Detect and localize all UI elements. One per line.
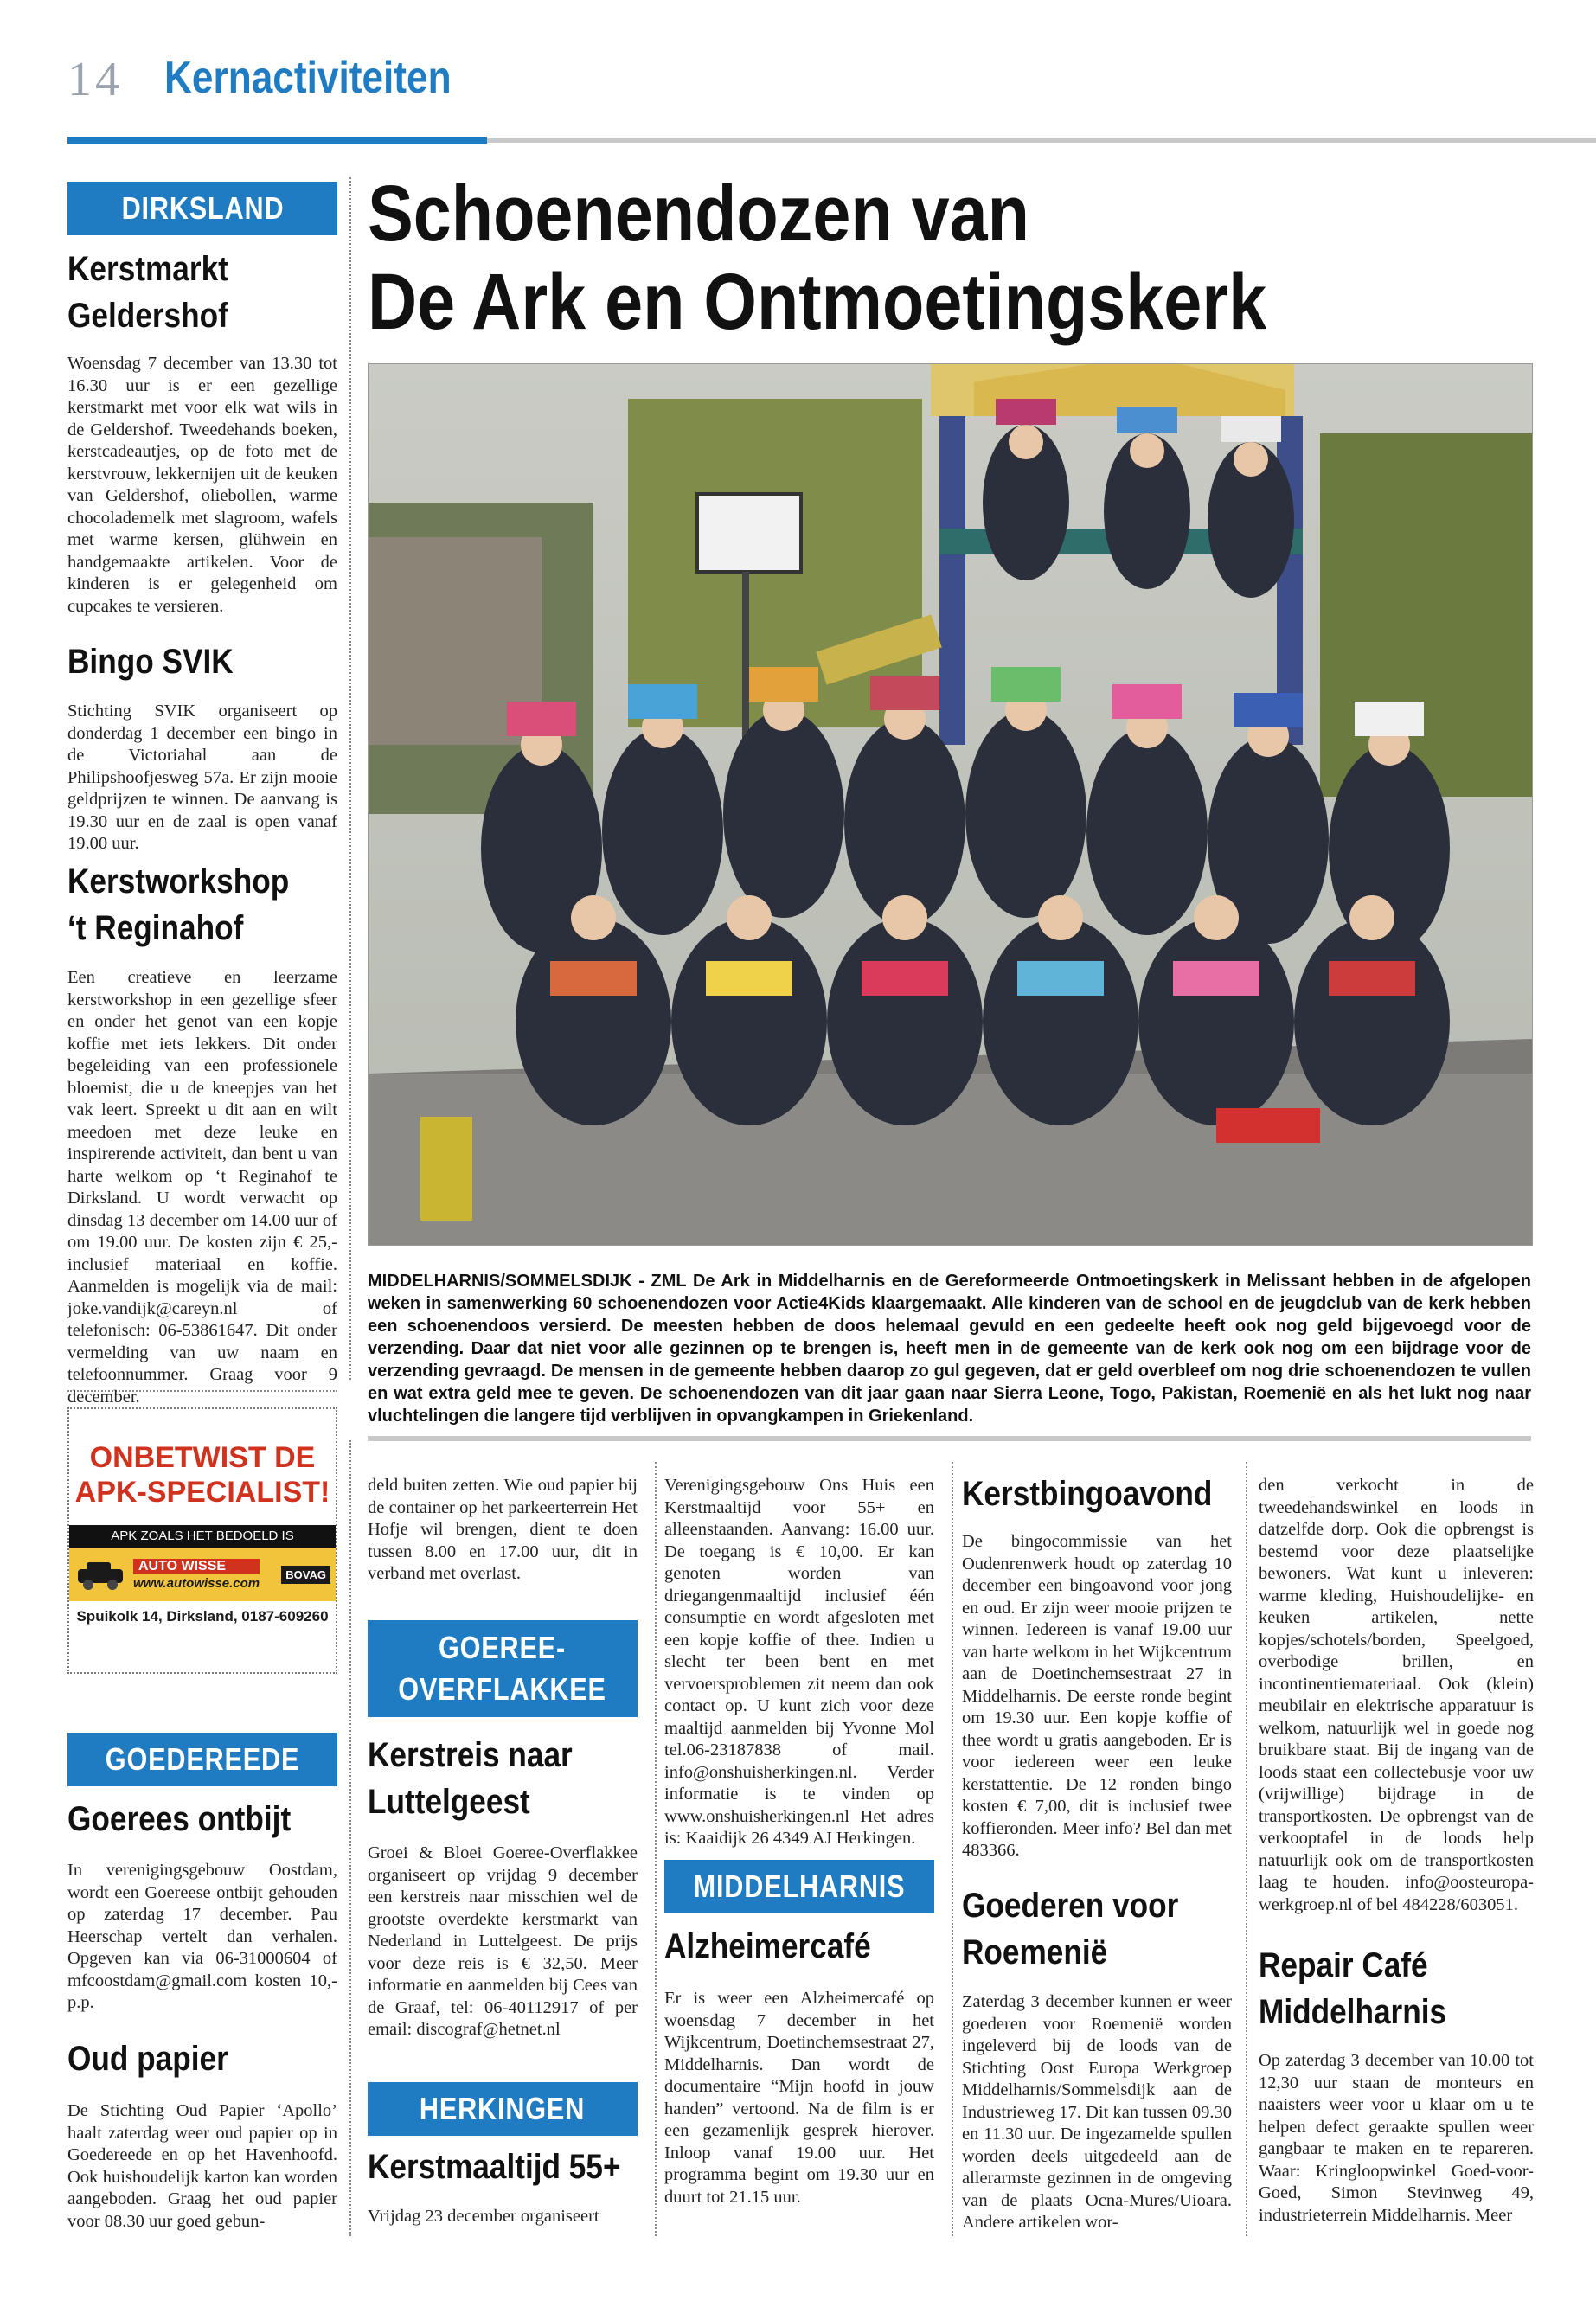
article-title: Bingo SVIK — [67, 643, 234, 681]
article-body: Verenigingsgebouw Ons Huis een Kerstmaaltijd voor 55+ en alleenstaanden. Aanvang: 16.00 uur. De toegang is € 10,00. Er kan genoten worden van driegangenmaaltijd inclusief één consumptie en wordt afgesloten met een kopje koffie of thee. Indien u slecht ter been bent en met vervoersproblemen zit neem dan ook contact op. U kunt zich voor deze maaltijd aanmelden bij Yvonne Mol tel.06-23187838 of mail. info@onshuisherkingen.nl. Verder informatie is te vinden op www.onshuisherkingen.nl Het adres is: Kaaidijk 26 4349 AJ Herkingen. — [664, 1476, 934, 1848]
article-body: Een creatieve en leerzame kerstworkshop in een gezellige sfeer en onder het genot van een kopje koffie met iets lekkers. Dit onder begeleiding van een professionele bloemist, die u de kneepjes van het vak leert. Spreekt u dit aan en wilt meedoen met deze leuke en inspirerende activiteit, dan bent u van harte welkom op ‘t Reginahof te Dirksland. U wordt verwacht op dinsdag 13 december om 14.00 uur of om 19.00 uur. De kosten zijn € 25,- inclusief materiaal en koffie. Aanmelden is mogelijk via de mail: joke.vandijk@careyn.nl of telefonisch: 06-53861647. Dit onder vermelding van uw naam en telefoonnummer. Graag voor 9 december. — [67, 968, 337, 1407]
article-title: Goederen voor Roemenië — [962, 1887, 1179, 1971]
article-body: In verenigingsgebouw Oostdam, wordt een Goereese ontbijt gehouden op zaterdag 17 december. Pau Heerschap vertelt dan verhalen. Opgeven kan via 06-31000604 of mfcoostdam@gmail.com kosten 10,- p.p. — [67, 1861, 337, 2012]
column-divider — [952, 1462, 953, 2236]
article-title: Kerstmarkt Geldershof — [67, 250, 228, 335]
article-title: Kerstmaaltijd 55+ — [368, 2148, 621, 2186]
article-body: Zaterdag 3 december kunnen er weer goederen voor Roemenië worden ingeleverd bij de loods van de Stichting Oost Europa Werkgroep Middelharnis/Sommelsdijk aan de Industrieweg 17. Dit kan tussen 09.30 en 11.30 uur. De ingezamelde spullen worden deels uitgedeeld aan de allerarmste gezinnen in de omgeving van de plaats Ocna-Mures/Uioara. Andere artikelen wor- — [962, 1992, 1232, 2232]
article-body: deld buiten zetten. Wie oud papier bij de container op het parkeerterrein Het Hofje wil brengen, dient te doen tussen 8.00 en 17.00 uur, dit in verband met overlast. — [368, 1476, 638, 1583]
lower-rule — [368, 1436, 1531, 1441]
article-title: Oud papier — [67, 2040, 228, 2078]
article-title: Kerstworkshop ‘t Reginahof — [67, 862, 290, 947]
article-title: Goerees ontbijt — [67, 1800, 292, 1838]
group-photo — [368, 363, 1533, 1246]
badge-middelharnis: MIDDELHARNIS — [664, 1860, 934, 1913]
ad-brand: AUTO WISSE — [133, 1559, 260, 1574]
ad-website[interactable]: www.autowisse.com — [133, 1575, 260, 1591]
article-body: Op zaterdag 3 december van 10.00 tot 12,30 uur staan de monteurs en naaisters weer voor u klaar om u te helpen defect geraakte spullen weer gangbaar te maken en te repareren. Waar: Kringloopwinkel Goed-voor-Goed, Simon Stevinweg 49, industrieterrein Middelharnis. Meer — [1259, 2051, 1534, 2225]
article-title: Kerstbingoavond — [962, 1475, 1213, 1513]
badge-herkingen: HERKINGEN — [368, 2082, 638, 2136]
column-divider — [1246, 1462, 1247, 2236]
ad-tagline: APK ZOALS HET BEDOELD IS — [69, 1525, 336, 1548]
photo-caption: MIDDELHARNIS/SOMMELSDIJK - ZML De Ark in Middelharnis en de Gereformeerde Ontmoetingskerk in Melissant hebben in de afgelopen weken in samenwerking 60 schoenendozen voor Actie4Kids klaargemaakt. Alle kinderen van de school en de jeugdclub van de kerk hebben een schoenendoos versierd. De meesten hebben de doos helemaal gevuld en een gedeelte heeft ook nog geld bijgevoegd voor de verzending. Daar dat niet voor alle gezinnen op te brengen is, heeft men in de gemeente van de kerk ook nog om een bijdrage voor de verzending gevraagd. De mensen in de gemeente hebben daarop zo gul gegeven, dat er geld overbleef om nog drie schoenendozen te vullen en wat extra geld mee te geven. De schoenendozen van dit jaar gaan naar Sierra Leone, Togo, Pakistan, Roemenië en als het lukt nog naar vluchtelingen die langere tijd verblijven in opvangkampen in Griekenland. — [368, 1272, 1531, 1426]
article-body: Groei & Bloei Goeree-Overflakkee organiseert op vrijdag 9 december een kerstreis naar misschien wel de grootste overdekte kerstmarkt van Nederland in Luttelgeest. De prijs voor deze reis is € 32,50. Meer informatie en aanmelden bij Cees van de Graaf, tel: 06-40112917 of per email: discograf@hetnet.nl — [368, 1843, 638, 2039]
article-body: De bingocommissie van het Oudenrenwerk houdt op zaterdag 10 december een bingoavond voor jong en oud. Er zijn weer mooie prijzen te winnen. Iedereen is vanaf 19.00 uur van harte welkom in het Wijkcentrum aan de Doetinchemsestraat 27 in Middelharnis. De eerste ronde begint om 19.30 uur. Een kopje koffie of thee wordt u gratis aangeboden. Er is voor iedereen weer een leuke kerstattentie. De 12 ronden bingo kosten € 7,00, dit is inclusief twee koffieronden. Meer info? Bel dan met 483366. — [962, 1532, 1232, 1860]
article-body: Woensdag 7 december van 13.30 tot 16.30 uur is er een gezellige kerstmarkt met voor elk wat wils in de Geldershof. Tweedehands boeken, kerstcadeautjes, op de foto met de kerstvrouw, lekkernijen uit de keuken van Geldershof, oliebollen, warme chocolademelk met slagroom, wafels met warme kersen, glühwein en handgemaakte artikelen. Voor de kinderen is er gelegenheid om cupcakes te versieren. — [67, 354, 337, 616]
article-body: den verkocht in de tweedehandswinkel en loods in datzelfde dorp. Ook die opbrengst is bestemd voor deze plaatselijke bewoners. Wat kunt u inleveren: warme kleding, Huishoudelijke- en keuken artikelen, nette kopjes/schotels/borden, Speelgoed, overbodige brillen, en incontinentiemateriaal. Ook (klein) meubilair en elektrische apparatuur is welkom, natuurlijk wel in goede nog bruikbare staat. Bij de ingang van de loods staat een collectebusje voor uw (vrijwillige) bijdrage in de transportkosten. De opbrengst van de verkooptafel in de loods help natuurlijk ook om de transportkosten laag te houden. info@oosteuropa-werkgroep.nl of bel 484228/603051. — [1259, 1476, 1534, 1914]
badge-dirksland: DIRKSLAND — [67, 182, 337, 235]
advertisement[interactable] — [67, 1407, 337, 1674]
article-body: Er is weer een Alzheimercafé op woensdag 7 december in het Wijkcentrum, Doetinchemsestraat 27, Middelharnis. Dan wordt de documentaire “Mijn hoofd in jouw handen” vertoond. Na de film is er een gezamenlijk gesprek hierover. Inloop vanaf 19.00 uur. Het programma begint om 19.30 uur en duurt tot 21.15 uur. — [664, 1989, 934, 2207]
ad-headline: ONBETWIST DE APK-SPECIALIST! — [74, 1441, 330, 1509]
car-icon — [74, 1557, 126, 1592]
column-divider — [349, 177, 351, 1380]
ad-brand-bar — [69, 1548, 336, 1601]
page-number: 14 — [67, 53, 123, 106]
article-body: De Stichting Oud Papier ‘Apollo’ haalt zaterdag weer oud papier op in Goedereede en op het Havenhoofd. Ook huishoudelijk karton kan worden aangeboden. Graag het oud papier voor 08.30 uur goed gebun- — [67, 2101, 337, 2231]
article-title: Kerstreis naar Luttelgeest — [368, 1736, 573, 1821]
article-body: Stichting SVIK organiseert op donderdag 1 december een bingo in de Victoriahal aan de Philipshoofjesweg 57a. Er zijn mooie geldprijzen te winnen. De aanvang is 19.30 uur en de zaal is open vanaf 19.00 uur. — [67, 702, 337, 853]
header-rule-accent — [67, 137, 487, 144]
section-title: Kernactiviteiten — [164, 53, 452, 103]
bovag-logo: BOVAG — [281, 1566, 330, 1584]
column-divider — [349, 1440, 351, 2236]
article-body: Vrijdag 23 december organiseert — [368, 2207, 599, 2226]
article-title: Repair Café Middelharnis — [1259, 1946, 1447, 2031]
column-divider — [655, 1462, 657, 2236]
badge-goedereede: GOEDEREEDE — [67, 1733, 337, 1786]
main-headline: Schoenendozen van De Ark en Ontmoetingskerk — [368, 170, 1267, 346]
photo-illustration — [369, 364, 1532, 1245]
badge-goeree-overflakkee: GOEREE- OVERFLAKKEE — [368, 1620, 638, 1717]
header-rule — [487, 138, 1596, 143]
article-title: Alzheimercafé — [664, 1927, 871, 1965]
ad-address: Spuikolk 14, Dirksland, 0187-609260 — [76, 1608, 329, 1625]
